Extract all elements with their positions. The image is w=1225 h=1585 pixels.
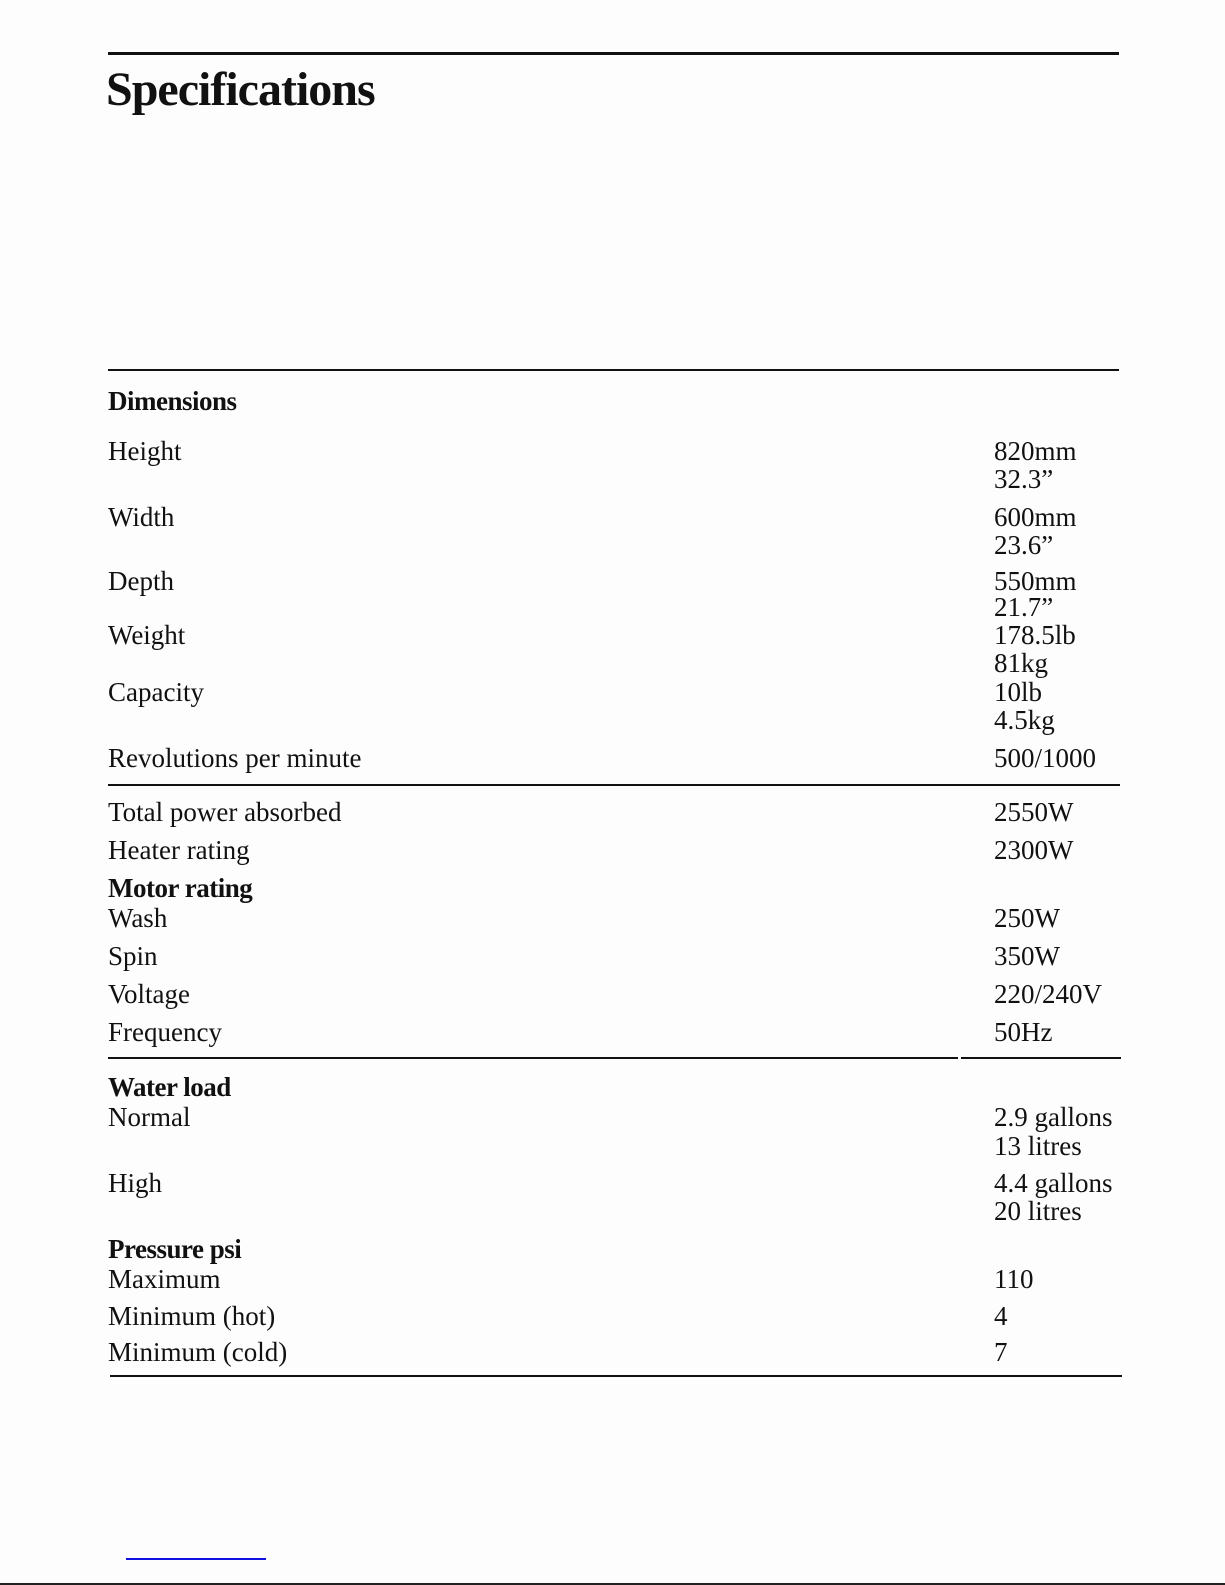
spec-value: 81kg xyxy=(994,648,1048,678)
spec-value: 21.7” xyxy=(994,592,1054,622)
spec-value: 4.4 gallons xyxy=(994,1168,1113,1198)
pressure-heading: Pressure psi xyxy=(108,1234,242,1264)
spec-label: Minimum (hot) xyxy=(108,1301,276,1331)
spec-label: Depth xyxy=(108,566,174,596)
water-heading: Water load xyxy=(108,1072,231,1102)
spec-value: 600mm xyxy=(994,502,1077,532)
spec-label: Height xyxy=(108,436,182,466)
spec-label: Wash xyxy=(108,903,168,933)
spec-label: Total power absorbed xyxy=(108,797,342,827)
spec-value: 7 xyxy=(994,1337,1008,1367)
spec-label: Heater rating xyxy=(108,835,250,865)
spec-value: 10lb xyxy=(994,677,1043,707)
spec-value: 550mm xyxy=(994,566,1077,596)
section-rule xyxy=(108,784,1120,786)
spec-value: 820mm xyxy=(994,436,1077,466)
spec-value: 2.9 gallons xyxy=(994,1102,1113,1132)
dimensions-heading: Dimensions xyxy=(108,386,237,416)
spec-value: 220/240V xyxy=(994,979,1102,1009)
spec-value: 32.3” xyxy=(994,464,1054,494)
motor-heading: Motor rating xyxy=(108,873,253,903)
section-rule xyxy=(108,369,1119,371)
scan-artifact-line xyxy=(126,1558,266,1560)
spec-value: 110 xyxy=(994,1264,1034,1294)
spec-value: 2300W xyxy=(994,835,1074,865)
spec-value: 13 litres xyxy=(994,1131,1082,1161)
spec-label: Maximum xyxy=(108,1264,221,1294)
spec-value: 250W xyxy=(994,903,1060,933)
spec-value: 4.5kg xyxy=(994,705,1055,735)
spec-label: Voltage xyxy=(108,979,190,1009)
spec-label: Revolutions per minute xyxy=(108,743,362,773)
spec-label: High xyxy=(108,1168,162,1198)
section-rule xyxy=(110,1375,1122,1377)
spec-value: 178.5lb xyxy=(994,620,1076,650)
spec-label: Normal xyxy=(108,1102,191,1132)
spec-value: 20 litres xyxy=(994,1196,1082,1226)
spec-value: 4 xyxy=(994,1301,1008,1331)
spec-value: 50Hz xyxy=(994,1017,1053,1047)
spec-value: 350W xyxy=(994,941,1060,971)
spec-value: 2550W xyxy=(994,797,1074,827)
spec-label: Weight xyxy=(108,620,186,650)
spec-value: 500/1000 xyxy=(994,743,1097,773)
spec-label: Capacity xyxy=(108,677,204,707)
spec-value: 23.6” xyxy=(994,530,1054,560)
spec-label: Minimum (cold) xyxy=(108,1337,288,1367)
page-title: Specifications xyxy=(106,63,375,116)
spec-label: Frequency xyxy=(108,1017,222,1047)
spec-label: Width xyxy=(108,502,175,532)
spec-label: Spin xyxy=(108,941,158,971)
section-rule xyxy=(108,1057,958,1059)
section-rule xyxy=(961,1057,1121,1059)
top-rule xyxy=(108,52,1119,55)
